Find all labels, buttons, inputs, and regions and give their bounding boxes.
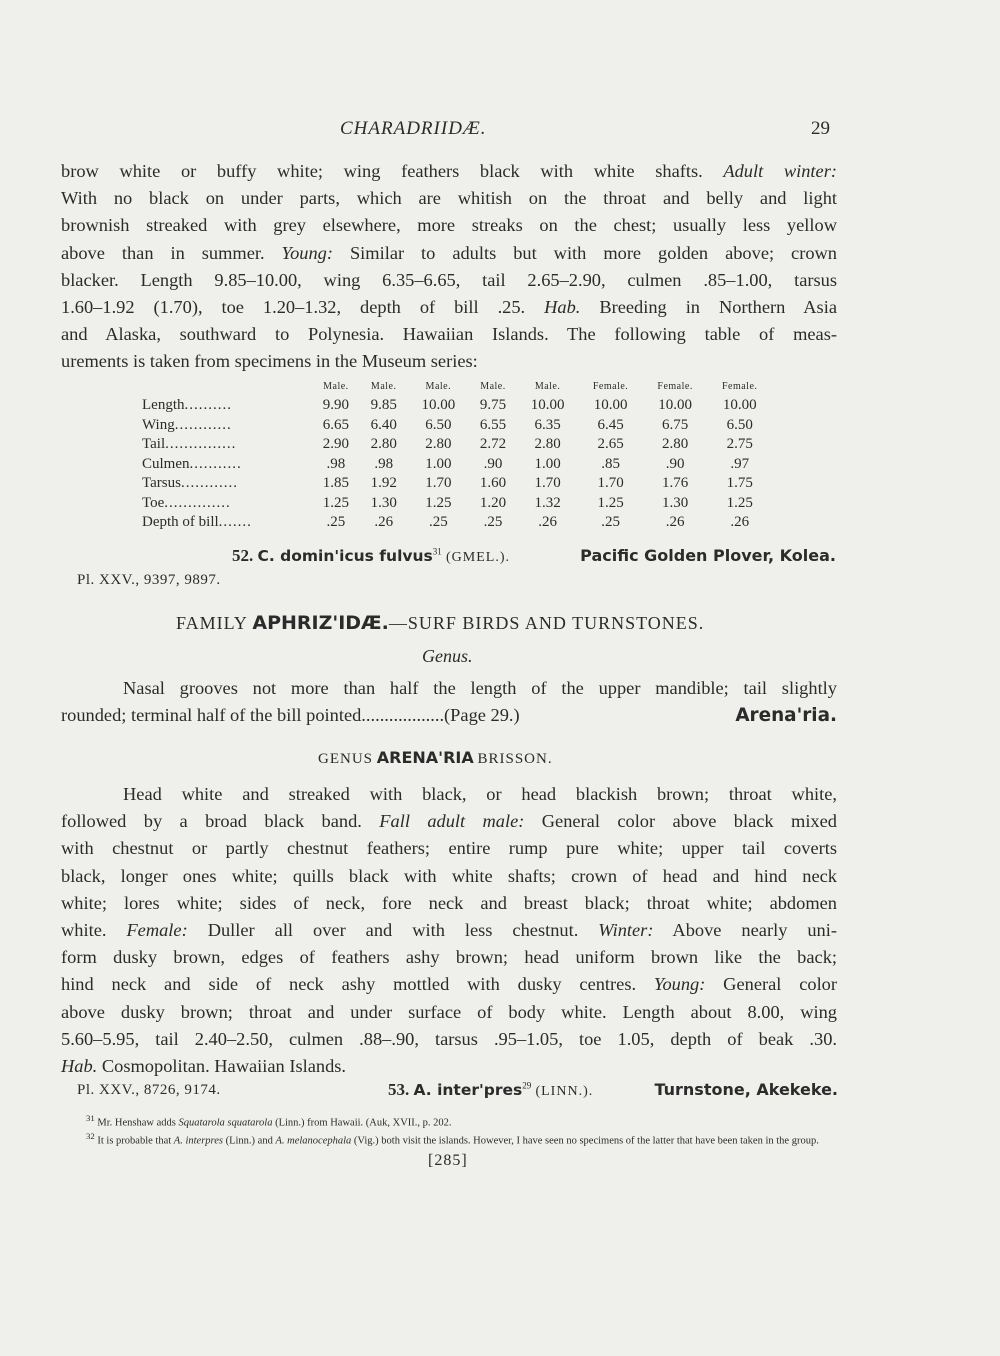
table-cell: .98 xyxy=(374,455,394,472)
species-heading-52 xyxy=(232,546,836,566)
italic-term: Hab. xyxy=(544,297,581,318)
table-cell: .26 xyxy=(538,514,557,531)
measurements-table xyxy=(142,378,772,533)
table-cell: 1.32 xyxy=(534,494,561,511)
text-line xyxy=(61,781,837,808)
table-cell: 1.60 xyxy=(479,475,507,492)
row-label-text: Tarsus xyxy=(142,475,181,492)
table-cell: 10.00 xyxy=(722,397,757,414)
text-run: Duller all over and with less chestnut. xyxy=(187,920,599,941)
text-run: Similar to adults but with more golden above; crown xyxy=(333,242,838,263)
signature-mark: [285] xyxy=(428,1152,468,1169)
table-cell: 1.00 xyxy=(534,455,561,472)
table-cell: 1.25 xyxy=(322,494,350,511)
genus-prefix: GENUS xyxy=(318,751,374,767)
table-row xyxy=(142,435,772,455)
text-line xyxy=(61,917,837,944)
table-cell: 2.75 xyxy=(726,436,753,453)
text-line xyxy=(61,294,837,321)
table-cell: 9.90 xyxy=(322,397,350,414)
text-run: with chestnut or partly chestnut feathers; entire rump pure white; upper tail coverts xyxy=(61,838,837,859)
text-run: With no black on under parts, which are whitish on the throat and belly and light xyxy=(61,188,837,209)
table-cell: 1.25 xyxy=(425,494,452,511)
row-label-text: Wing xyxy=(142,416,175,433)
text-run: General color xyxy=(705,974,837,995)
text-line xyxy=(61,835,837,862)
text-run: brownish streaked with grey elsewhere, more streaks on the chest; usually less yellow xyxy=(61,215,837,236)
table-cell: 6.35 xyxy=(534,416,561,433)
text-line xyxy=(61,971,837,998)
table-header-cell: Male. xyxy=(534,380,561,392)
text-run: above than in summer. xyxy=(61,242,282,263)
genus-key xyxy=(61,675,837,729)
footnote-number: 31 xyxy=(86,1113,95,1123)
genus-name: ARENA'RIA xyxy=(376,748,474,767)
text-run: Breeding in Northern Asia xyxy=(580,297,837,318)
table-header-blank xyxy=(142,378,312,396)
text-line xyxy=(61,1026,837,1053)
footnote-32 xyxy=(86,1130,840,1148)
text-run: above dusky brown; throat and under surface of body white. Length about 8.00, wing xyxy=(61,1001,837,1022)
table-row xyxy=(142,416,772,436)
table-cell: 2.80 xyxy=(370,436,397,453)
table-row xyxy=(142,494,772,514)
table-cell: 1.85 xyxy=(322,475,350,492)
table-cell: 1.92 xyxy=(370,475,397,492)
footnotes xyxy=(86,1112,840,1148)
page-number: 29 xyxy=(811,118,830,139)
text-line xyxy=(61,890,837,917)
row-label xyxy=(142,474,312,494)
row-label-text: Toe xyxy=(142,494,165,511)
row-label-text: Depth of bill xyxy=(142,514,219,531)
text-run: 1.60–1.92 (1.70), toe 1.20–1.32, depth of bill .25. xyxy=(61,297,545,318)
row-label xyxy=(142,416,312,436)
species-common-name: Pacific Golden Plover, Kolea. xyxy=(580,546,836,565)
text-line xyxy=(61,944,837,971)
table-row xyxy=(142,455,772,475)
family-name: APHRIZ'IDÆ. xyxy=(252,612,389,634)
table-cell: .25 xyxy=(483,514,503,531)
italic-term: Fall adult male: xyxy=(379,811,525,832)
text-line xyxy=(61,808,837,835)
row-label-text: Tail xyxy=(142,436,166,453)
row-label-text: Culmen xyxy=(142,455,190,472)
text-run: It is probable that xyxy=(94,1135,174,1147)
text-run: hind neck and side of neck ashy mottled with dusky centres. xyxy=(61,974,654,995)
table-header-cell: Female. xyxy=(657,380,693,392)
italic-term: Young: xyxy=(281,242,333,263)
text-line xyxy=(61,240,837,267)
table-cell: .25 xyxy=(428,514,448,531)
table-cell: 2.72 xyxy=(479,436,507,453)
table-header-cell: Male. xyxy=(370,380,397,392)
text-line xyxy=(61,212,837,239)
description-paragraph xyxy=(61,158,837,376)
italic-term: Hab. xyxy=(61,1056,98,1077)
family-heading xyxy=(176,612,704,634)
table-cell: .97 xyxy=(730,455,750,472)
table-header-cell: Female. xyxy=(592,380,629,392)
text-run: 5.60–5.95, tail 2.40–2.50, culmen .88–.90, tarsus .95–1.05, toe 1.05, depth of beak .30. xyxy=(61,1028,837,1049)
table-cell: 1.76 xyxy=(662,475,689,492)
text-run: General color above black mixed xyxy=(524,811,837,832)
text-run: blacker. Length 9.85–10.00, wing 6.35–6.65, tail 2.65–2.90, culmen .85–1.00, tarsus xyxy=(61,269,837,290)
table-cell: 2.80 xyxy=(425,436,452,453)
table-cell: 10.00 xyxy=(530,397,565,414)
genus-authority: BRISSON. xyxy=(477,751,553,767)
table-row xyxy=(142,513,772,533)
species-number: 53. xyxy=(388,1080,410,1099)
table-cell: 10.00 xyxy=(658,397,692,414)
text-run: white. xyxy=(61,920,127,941)
species-scientific-name: C. domin'icus fulvus xyxy=(257,547,433,565)
italic-term: Winter: xyxy=(598,920,654,941)
family-prefix: FAMILY xyxy=(176,613,248,633)
text-run: and Alaska, southward to Polynesia. Hawaiian Islands. The following table of meas- xyxy=(61,324,837,345)
table-cell: 1.70 xyxy=(425,475,452,492)
text-line xyxy=(61,1053,837,1080)
table-row xyxy=(142,396,772,416)
text-run: followed by a broad black band. xyxy=(61,811,380,832)
genus-description-paragraph xyxy=(61,781,837,1080)
species-number: 52. xyxy=(232,546,254,565)
table-header-cell: Female. xyxy=(721,380,758,392)
text-run: Cosmopolitan. Hawaiian Islands. xyxy=(97,1056,347,1077)
text-run: Mr. Henshaw adds xyxy=(94,1117,179,1129)
table-cell: 2.80 xyxy=(662,436,689,453)
text-run: Head white and streaked with black, or head blackish brown; throat white, xyxy=(123,784,837,804)
table-cell: 6.55 xyxy=(479,416,507,433)
species-heading-53 xyxy=(388,1080,838,1100)
italic-term: Squatarola squatarola xyxy=(178,1117,273,1129)
table-cell: .90 xyxy=(665,455,685,472)
italic-term: Adult winter: xyxy=(723,161,837,181)
text-line xyxy=(61,999,837,1026)
leader-dots: ............... xyxy=(165,436,237,453)
table-cell: 1.75 xyxy=(726,475,753,492)
key-genus-name: Arena'ria. xyxy=(735,705,837,727)
table-cell: .25 xyxy=(601,514,620,531)
footnote-number: 32 xyxy=(86,1131,95,1141)
table-cell: 2.90 xyxy=(322,436,350,453)
text-run: urements is taken from specimens in the Museum series: xyxy=(61,351,478,372)
leader-dots: .............. xyxy=(164,494,231,511)
row-label-text: Length xyxy=(142,397,185,414)
leader-dots: ............ xyxy=(174,416,232,433)
plate-reference: Pl. XXV., 8726, 9174. xyxy=(77,1082,221,1098)
table-cell: 1.70 xyxy=(534,475,561,492)
leader-dots: .......... xyxy=(184,397,232,414)
table-cell: 1.30 xyxy=(662,494,689,511)
text-line xyxy=(61,321,837,348)
row-label xyxy=(142,513,312,533)
family-common: —SURF BIRDS AND TURNSTONES. xyxy=(388,613,705,633)
footnote-reference: 29 xyxy=(522,1080,532,1091)
footnote-reference: 31 xyxy=(432,546,442,557)
italic-term: Female: xyxy=(126,920,188,941)
table-header-row xyxy=(142,378,772,396)
row-label xyxy=(142,455,312,475)
table-cell: 6.40 xyxy=(370,416,397,433)
text-run: (Vig.) both visit the islands. However, I have seen no specimens of the latter that have been taken in the group. xyxy=(351,1135,819,1147)
table-cell: 6.50 xyxy=(425,416,452,433)
leader-dots: ............ xyxy=(180,475,238,492)
italic-term: A. melanocephala xyxy=(275,1135,352,1147)
genus-heading xyxy=(318,748,553,768)
text-run: Above nearly uni- xyxy=(653,920,837,941)
text-run: white; lores white; sides of neck, fore neck and breast black; throat white; abdomen xyxy=(61,892,837,913)
italic-term: A. interpres xyxy=(173,1135,223,1147)
running-title: CHARADRIIDÆ. xyxy=(340,118,487,139)
species-authority: (GMEL.). xyxy=(446,550,511,565)
table-cell: 9.85 xyxy=(370,397,397,414)
table-row xyxy=(142,474,772,494)
key-text: rounded; terminal half of the bill pointed..................(Page 29.) xyxy=(61,705,520,726)
text-run: (Linn.) from Hawaii. (Auk, XVII., p. 202. xyxy=(272,1117,452,1129)
table-cell: 6.65 xyxy=(322,416,350,433)
table-cell: 1.20 xyxy=(479,494,507,511)
table-cell: 2.80 xyxy=(534,436,561,453)
row-label xyxy=(142,396,312,416)
table-cell: 6.45 xyxy=(597,416,624,433)
table-header-cell: Male. xyxy=(323,380,349,392)
table-cell: 1.00 xyxy=(425,455,452,472)
text-run: black, longer ones white; quills black with white shafts; crown of head and hind neck xyxy=(61,865,837,886)
table-cell: .98 xyxy=(326,455,346,472)
table-cell: 1.30 xyxy=(370,494,397,511)
table-cell: .26 xyxy=(730,514,750,531)
table-cell: 1.70 xyxy=(597,475,624,492)
table-header-cell: Male. xyxy=(425,380,452,392)
species-authority: (LINN.). xyxy=(535,1084,594,1099)
row-label xyxy=(142,435,312,455)
leader-dots: ........... xyxy=(189,455,242,472)
table-cell: .85 xyxy=(601,455,620,472)
text-run: brow white or buffy white; wing feathers black with white shafts. xyxy=(61,161,724,181)
table-cell: .26 xyxy=(374,514,394,531)
table-header-cell: Male. xyxy=(480,380,506,392)
table-cell: .25 xyxy=(326,514,346,531)
table-cell: 6.75 xyxy=(662,416,689,433)
table-cell: .26 xyxy=(665,514,685,531)
table-cell: 1.25 xyxy=(597,494,624,511)
key-line: Nasal grooves not more than half the length of the upper mandible; tail slightly xyxy=(123,678,837,698)
leader-dots: ....... xyxy=(218,514,252,531)
plate-reference: Pl. XXV., 9397, 9897. xyxy=(77,572,221,588)
species-scientific-name: A. inter'pres xyxy=(413,1081,523,1099)
text-run: form dusky brown, edges of feathers ashy brown; head uniform brown like the back; xyxy=(61,947,837,968)
text-line xyxy=(61,185,837,212)
table-cell: 10.00 xyxy=(421,397,456,414)
key-line xyxy=(61,702,837,729)
genus-key-label: Genus. xyxy=(422,646,473,666)
table-cell: 9.75 xyxy=(479,397,507,414)
table-cell: 6.50 xyxy=(726,416,753,433)
text-line xyxy=(61,158,837,185)
text-line xyxy=(61,348,837,375)
italic-term: Young: xyxy=(653,974,706,995)
text-line xyxy=(61,267,837,294)
table-cell: .90 xyxy=(483,455,503,472)
footnote-31 xyxy=(86,1112,840,1130)
table-cell: 2.65 xyxy=(597,436,624,453)
species-common-name: Turnstone, Akekeke. xyxy=(654,1080,838,1099)
text-run: (Linn.) and xyxy=(222,1135,276,1147)
table-cell: 10.00 xyxy=(593,397,628,414)
table-cell: 1.25 xyxy=(726,494,753,511)
row-label xyxy=(142,494,312,514)
text-line xyxy=(61,863,837,890)
